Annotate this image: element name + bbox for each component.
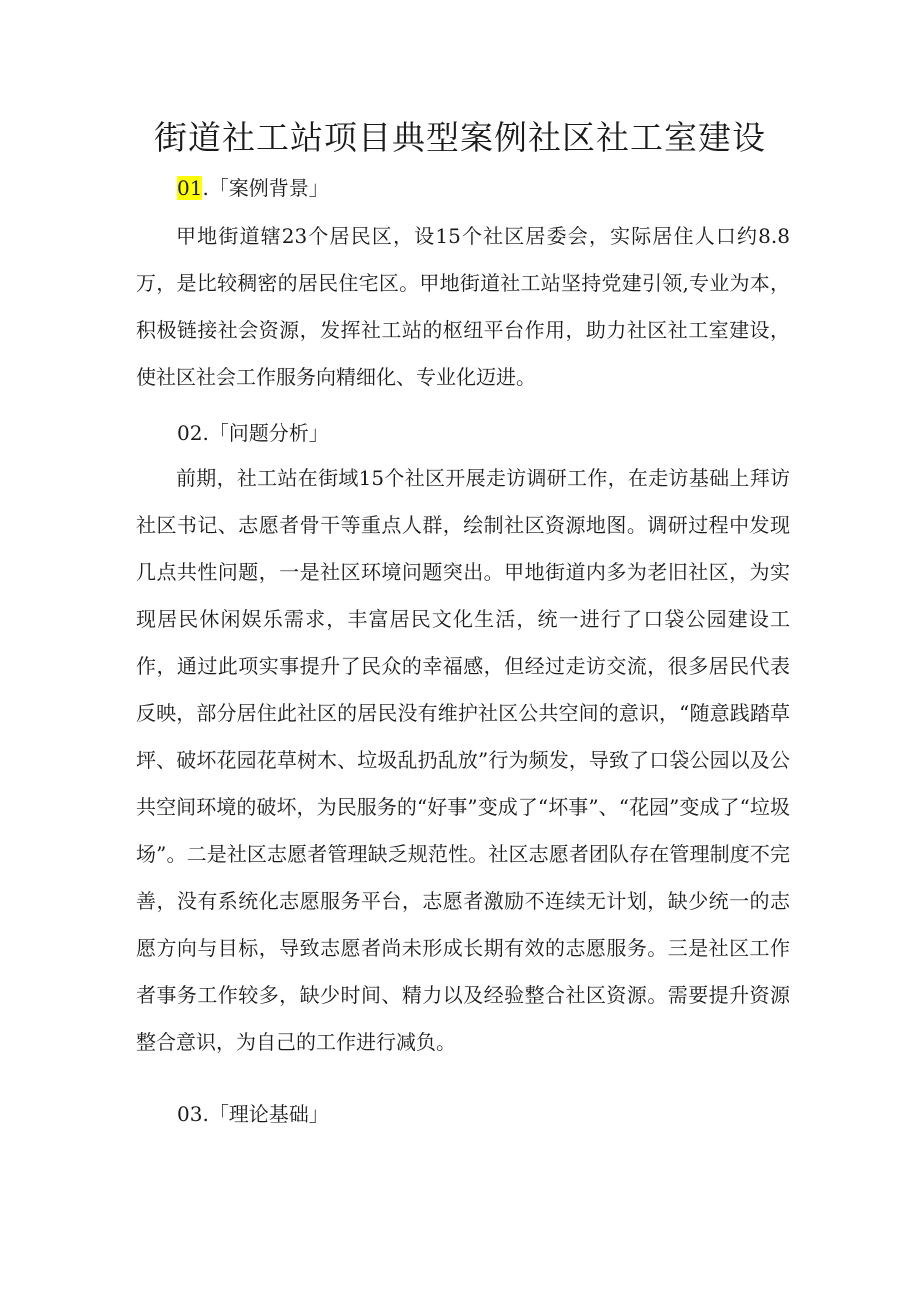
section-heading-theory bbox=[177, 1099, 329, 1129]
section-number-highlight: 01 bbox=[177, 176, 203, 200]
section-heading-text: 「理论基础」 bbox=[208, 1102, 329, 1126]
section-number-rest: . bbox=[202, 176, 209, 200]
section-heading-background bbox=[177, 173, 329, 203]
section-number: 03. bbox=[177, 1102, 209, 1126]
paragraph-analysis: 前期，社工站在街域15个社区开展走访调研工作，在走访基础上拜访社区书记、志愿者骨干等重点人群，绘制社区资源地图。调研过程中发现几点共性问题，一是社区环境问题突出。甲地街道内多为老旧社区，为实现居民休闲娱乐需求，丰富居民文化生活，统一进行了口袋公园建设工作，通过此项实事提升了民众的幸福感，但经过走访交流，很多居民代表反映，部分居住此社区的居民没有维护社区公共空间的意识，“随意践踏草坪、破坏花园花草树木、垃圾乱扔乱放”行为频发，导致了口袋公园以及公共空间环境的破坏，为民服务的“好事”变成了“坏事”、“花园”变成了“垃圾场”。二是社区志愿者管理缺乏规范性。社区志愿者团队存在管理制度不完善，没有系统化志愿服务平台，志愿者激励不连续无计划，缺少统一的志愿方向与目标，导致志愿者尚未形成长期有效的志愿服务。三是社区工作者事务工作较多，缺少时间、精力以及经验整合社区资源。需要提升资源整合意识，为自己的工作进行减负。 bbox=[136, 466, 790, 1054]
section-number: 02. bbox=[177, 421, 209, 445]
section-heading-analysis bbox=[177, 418, 329, 448]
document-title: 街道社工站项目典型案例社区社工室建设 bbox=[154, 118, 766, 157]
section-heading-text: 「问题分析」 bbox=[208, 421, 329, 445]
section-heading-text: 「案例背景」 bbox=[208, 176, 329, 200]
paragraph-background: 甲地街道辖23个居民区，设15个社区居委会，实际居住人口约8.8万，是比较稠密的居民住宅区。甲地街道社工站坚持党建引领,专业为本，积极链接社会资源，发挥社工站的枢纽平台作用，助力社区社工室建设，使社区社会工作服务向精细化、专业化迈进。 bbox=[136, 224, 790, 389]
